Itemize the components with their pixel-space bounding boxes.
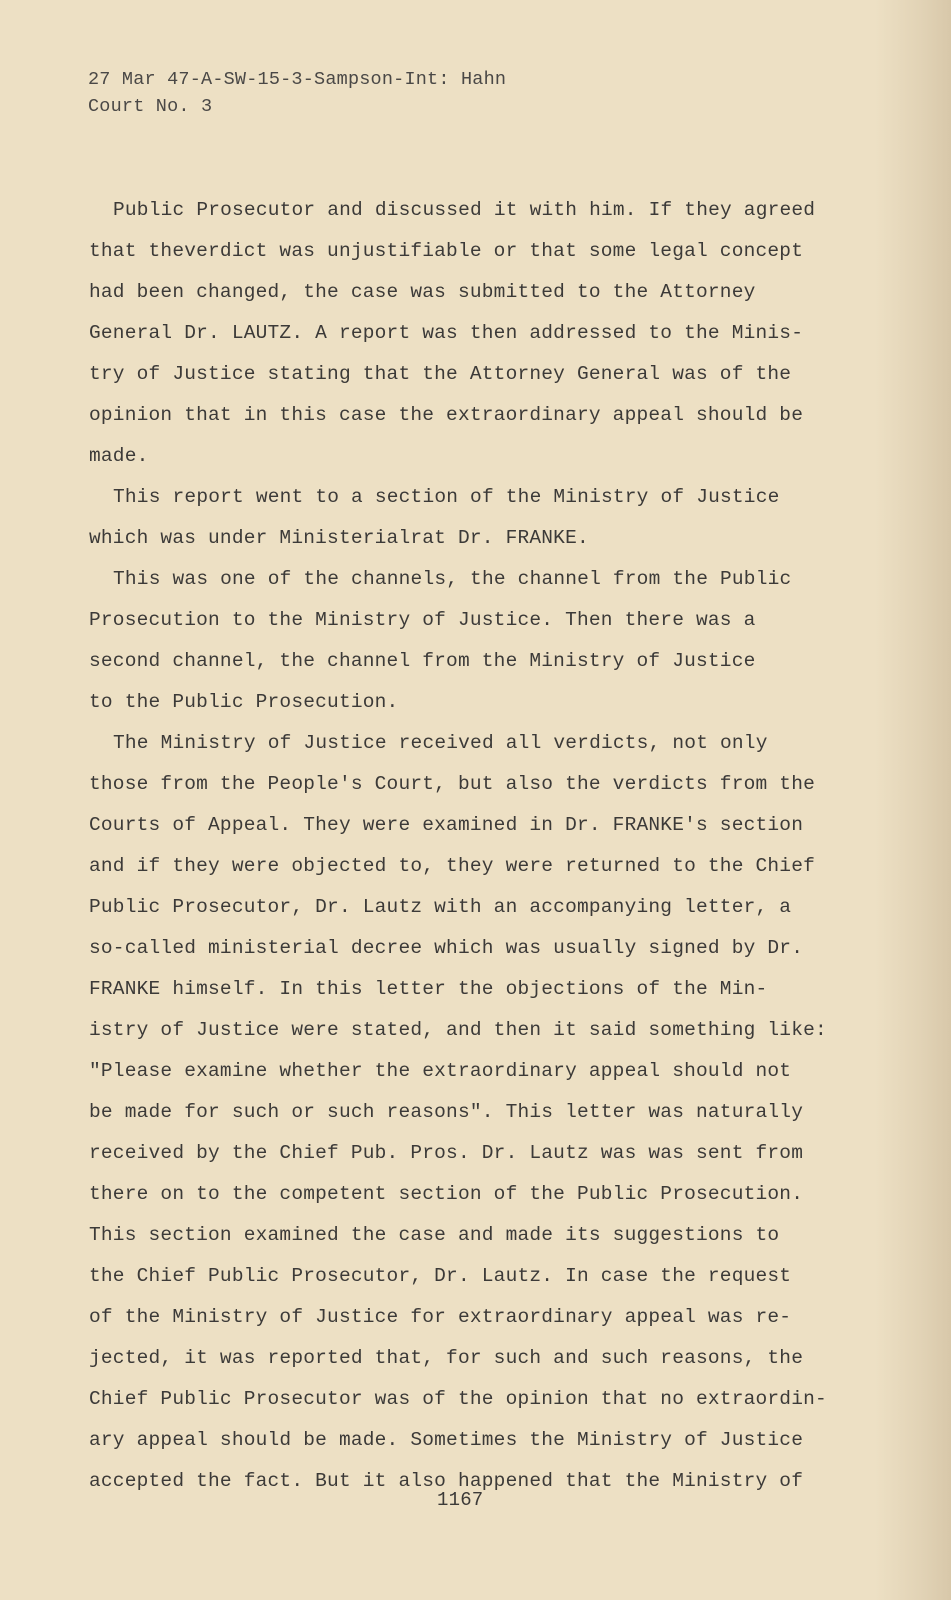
header-line-1: 27 Mar 47-A-SW-15-3-Sampson-Int: Hahn: [88, 69, 507, 90]
text-line: so-called ministerial decree which was usually signed by Dr.: [89, 937, 804, 959]
text-line: ary appeal should be made. Sometimes the Ministry of Justice: [89, 1429, 804, 1451]
text-line: Public Prosecutor, Dr. Lautz with an accompanying letter, a: [89, 896, 792, 918]
document-header: [88, 66, 506, 120]
text-line: try of Justice stating that the Attorney General was of the: [89, 363, 792, 385]
text-line: had been changed, the case was submitted to the Attorney: [89, 281, 756, 303]
text-line: opinion that in this case the extraordinary appeal should be: [89, 404, 804, 426]
text-line: and if they were objected to, they were returned to the Chief: [89, 855, 816, 877]
transcript-body: [89, 190, 869, 1502]
text-line: Chief Public Prosecutor was of the opinion that no extraordin-: [89, 1388, 827, 1410]
text-line: General Dr. LAUTZ. A report was then addressed to the Minis-: [89, 322, 804, 344]
text-line: of the Ministry of Justice for extraordinary appeal was re-: [89, 1306, 792, 1328]
text-line: the Chief Public Prosecutor, Dr. Lautz. In case the request: [89, 1265, 792, 1287]
text-line: Courts of Appeal. They were examined in Dr. FRANKE's section: [89, 814, 804, 836]
text-line: received by the Chief Pub. Pros. Dr. Lautz was was sent from: [89, 1142, 804, 1164]
text-line: second channel, the channel from the Ministry of Justice: [89, 650, 756, 672]
text-line: those from the People's Court, but also the verdicts from the: [89, 773, 816, 795]
text-line: made.: [89, 445, 149, 467]
text-line: be made for such or such reasons". This letter was naturally: [89, 1101, 804, 1123]
text-line: which was under Ministerialrat Dr. FRANKE.: [89, 527, 589, 549]
text-line: Prosecution to the Ministry of Justice. Then there was a: [89, 609, 756, 631]
text-line: Public Prosecutor and discussed it with him. If they agreed: [113, 199, 816, 221]
text-line: The Ministry of Justice received all verdicts, not only: [113, 732, 768, 754]
text-line: there on to the competent section of the Public Prosecution.: [89, 1183, 804, 1205]
page-number: 1167: [437, 1489, 484, 1511]
text-line: istry of Justice were stated, and then it said something like:: [89, 1019, 827, 1041]
header-line-2: Court No. 3: [88, 96, 213, 117]
text-line: that theverdict was unjustifiable or that some legal concept: [89, 240, 804, 262]
text-line: FRANKE himself. In this letter the objections of the Min-: [89, 978, 768, 1000]
text-line: This report went to a section of the Ministry of Justice: [113, 486, 780, 508]
text-line: This was one of the channels, the channel from the Public: [113, 568, 792, 590]
text-line: jected, it was reported that, for such and such reasons, the: [89, 1347, 804, 1369]
text-line: "Please examine whether the extraordinary appeal should not: [89, 1060, 792, 1082]
text-line: to the Public Prosecution.: [89, 691, 399, 713]
text-line: This section examined the case and made its suggestions to: [89, 1224, 780, 1246]
text-line: accepted the fact. But it also happened that the Ministry of: [89, 1470, 804, 1492]
